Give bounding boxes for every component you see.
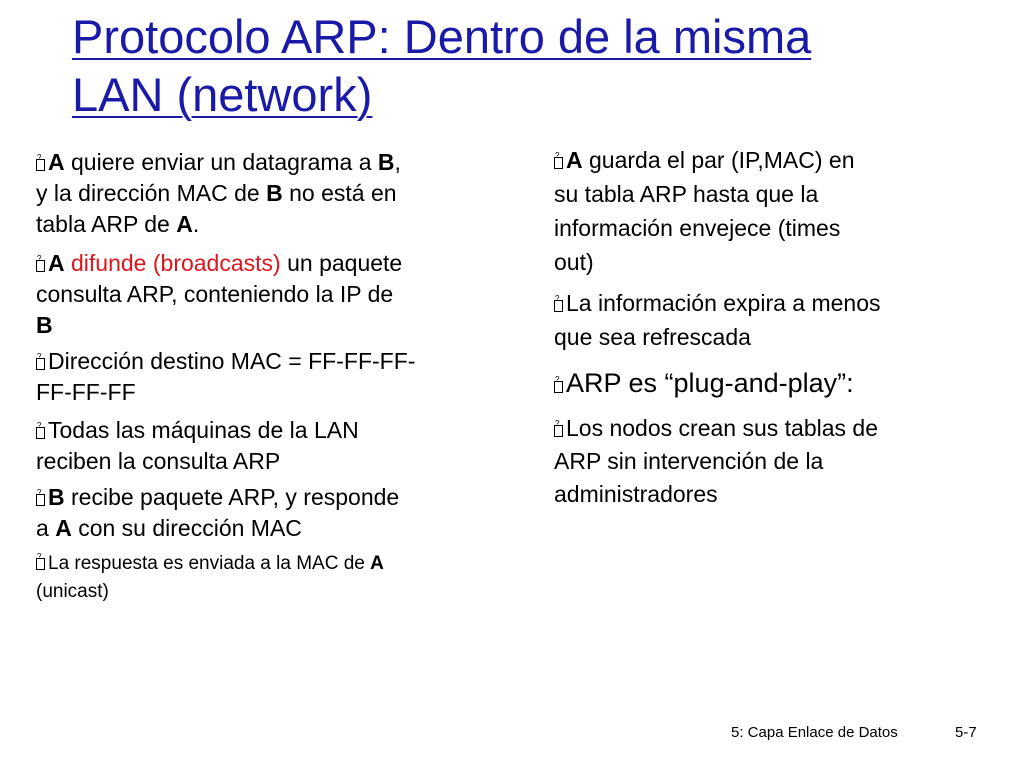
- bullet-icon: [36, 558, 45, 570]
- title-line-2: LAN (network): [72, 68, 373, 121]
- bullet-icon: [36, 358, 45, 370]
- right-bullet-2: ?La información expira a menos que sea refrescada: [554, 286, 994, 354]
- right-bullet-4: ?Los nodos crean sus tablas de ARP sin intervención de la administradores: [554, 412, 994, 511]
- left-bullet-6: ?La respuesta es enviada a la MAC de A (unicast): [36, 550, 506, 606]
- bullet-icon: [554, 300, 563, 312]
- left-bullet-2: ?A difunde (broadcasts) un paquete consulta ARP, conteniendo la IP de B: [36, 248, 506, 341]
- left-bullet-1: ?A quiere enviar un datagrama a B, y la dirección MAC de B no está en tabla ARP de A.: [36, 147, 506, 240]
- right-bullet-3: ?ARP es “plug-and-play”:: [554, 366, 994, 400]
- left-bullet-5: ?B recibe paquete ARP, y responde a A con su dirección MAC: [36, 482, 506, 544]
- bullet-icon: [554, 381, 563, 393]
- bullet-icon: [36, 159, 45, 171]
- left-bullet-4: ?Todas las máquinas de la LAN reciben la consulta ARP: [36, 415, 506, 477]
- bullet-icon: [36, 494, 45, 506]
- bullet-icon: [36, 427, 45, 439]
- slide-title: [72, 8, 972, 124]
- right-bullet-1: ?A guarda el par (IP,MAC) en su tabla ARP hasta que la información envejece (times out): [554, 143, 994, 279]
- bullet-icon: [554, 425, 563, 437]
- left-bullet-3: ?Dirección destino MAC = FF-FF-FF- FF-FF-FF: [36, 346, 506, 408]
- bullet-icon: [554, 157, 563, 169]
- footer-page-number: 5-7: [955, 724, 977, 741]
- footer-chapter: 5: Capa Enlace de Datos: [731, 724, 898, 741]
- title-line-1: Protocolo ARP: Dentro de la misma: [72, 10, 812, 63]
- bullet-icon: [36, 260, 45, 272]
